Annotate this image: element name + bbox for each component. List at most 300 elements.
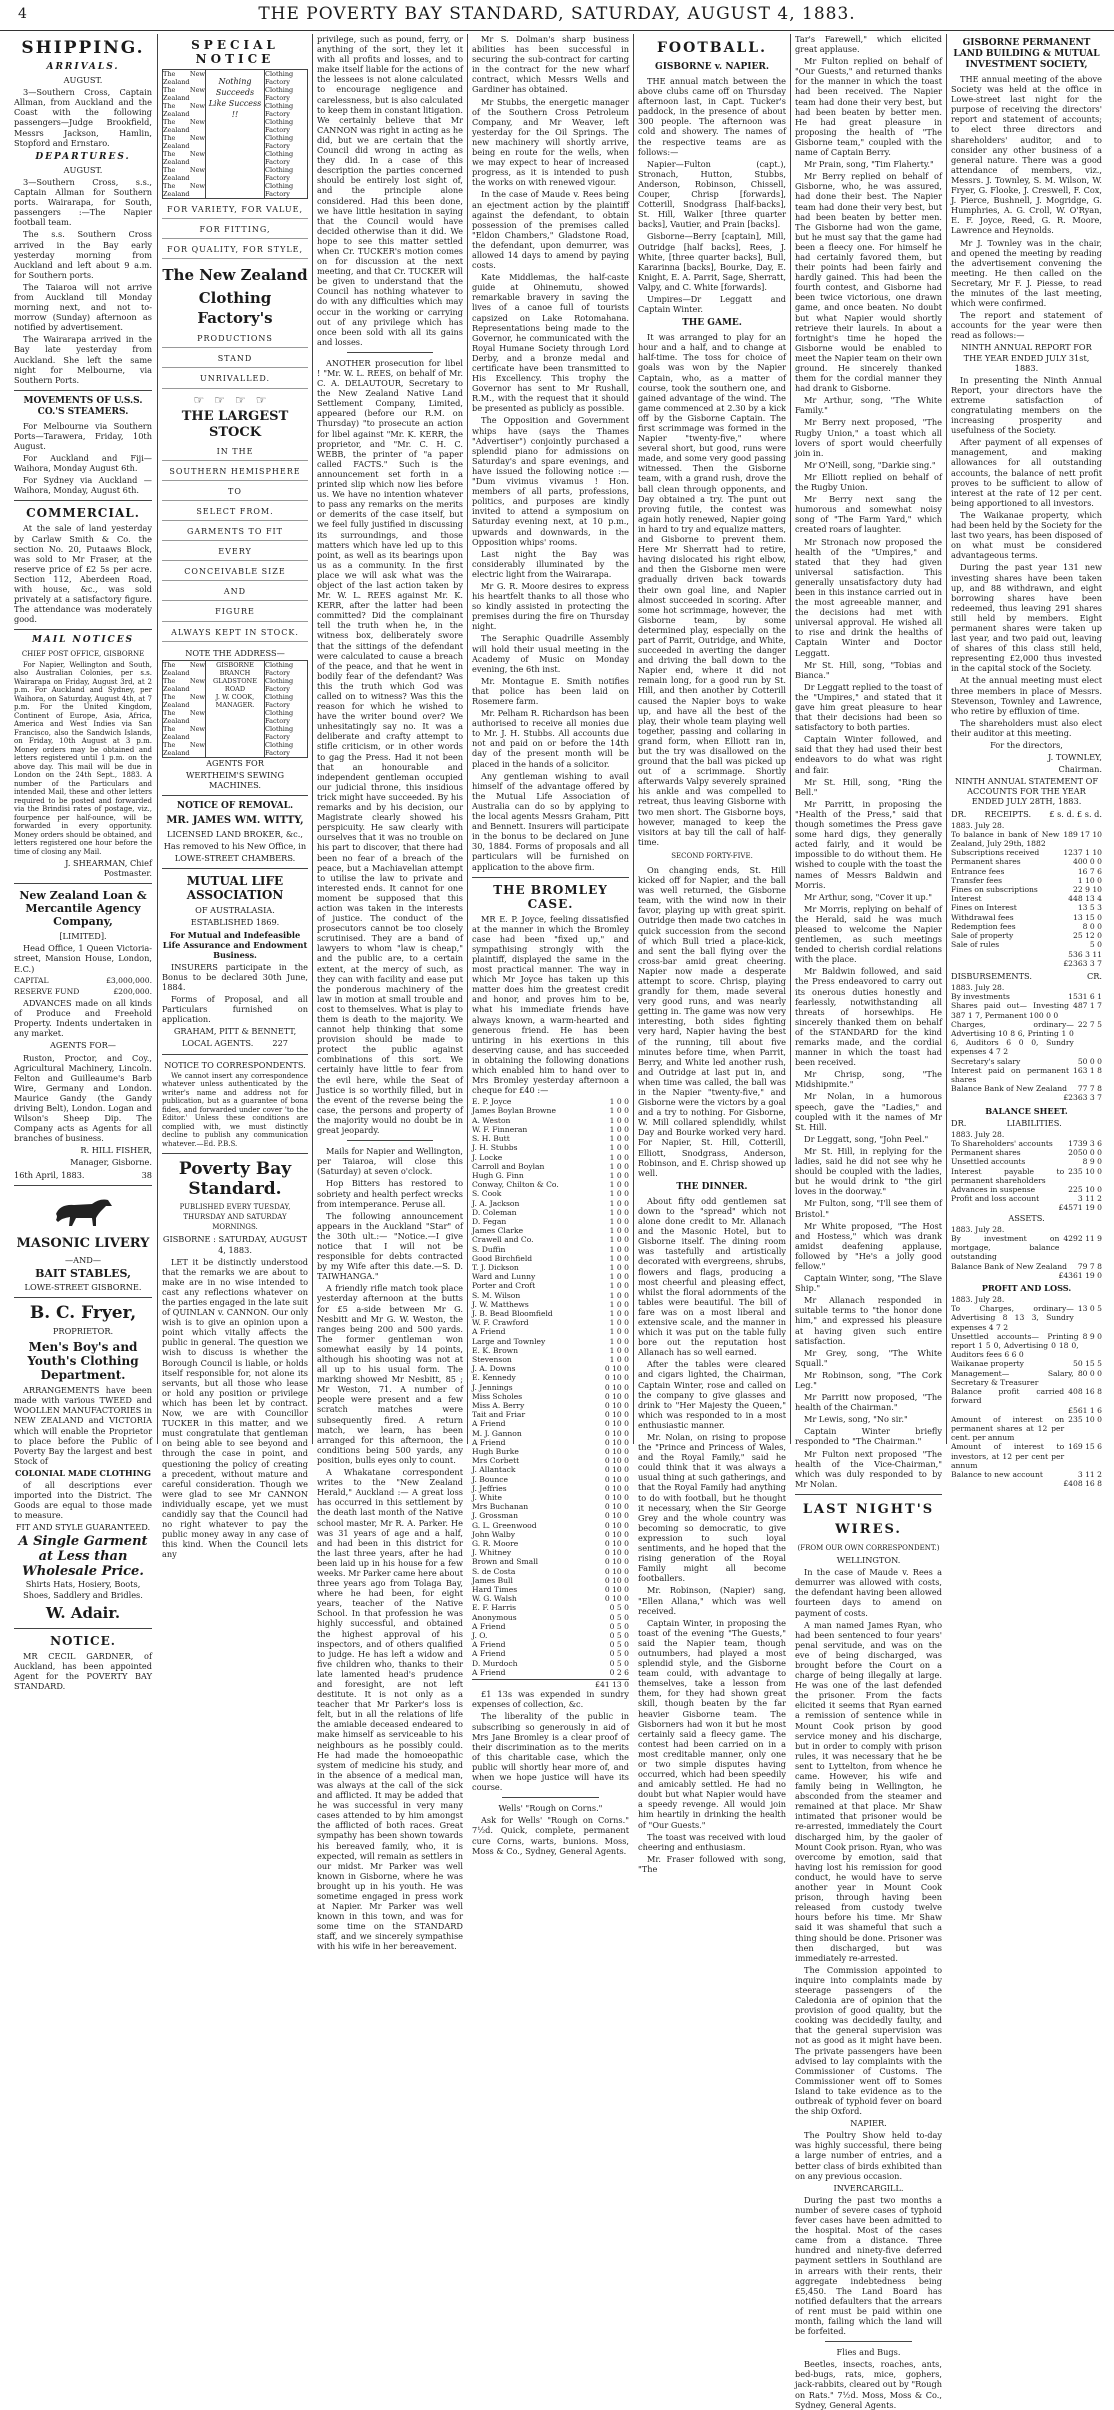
- divider: [14, 883, 152, 884]
- balance-heading: BALANCE SHEET.: [985, 1105, 1068, 1116]
- ad-line: IN THE: [162, 447, 308, 461]
- donation-row-label: Crawell and Co.: [472, 1235, 534, 1245]
- arrivals-text: 3—Southern Cross, Captain Allman, from Auckland and the Coast with the following passengers—Judge Brookfield, Messrs Jackson, Hamlin, Stopford and Ernstaro.: [14, 87, 152, 148]
- factory-row: Clothing Factory: [265, 166, 294, 182]
- correspondents-text: We cannot insert any correspondence whatever unless authenticated by the writer's name and address not for publication, but as a guarantee of bona fides, and forwarded under cover 'to the Editor.' Unless these conditions are complied with, we must distinctly decline to publish any communication whatever.—Ed. P.B.S.: [162, 1071, 308, 1148]
- donation-row-label: J. Bounce: [472, 1474, 508, 1484]
- disb-title: DISBURSEMENTS.: [951, 970, 1032, 981]
- pl-row-label: Unsettled accounts— Printing report 1 5 0, Advertising 0 18 0, Auditors fees 6 6 0: [951, 1331, 1079, 1360]
- donation-row-amount: 1 0 0: [609, 1198, 629, 1208]
- correspondents-heading: NOTICE TO CORRESPONDENTS.: [164, 1059, 306, 1070]
- donation-row-label: J. W. Matthews: [472, 1299, 529, 1309]
- divider: [502, 1797, 599, 1798]
- donation-row: [472, 1254, 629, 1263]
- shirts-line: Shirts Hats, Hosiery, Boots, Shoes, Saddlery and Bridles.: [23, 1579, 143, 1600]
- donation-row-amount: 1 0 0: [609, 1180, 629, 1190]
- dinner-text: Mr Arthur, song, "Cover it up.": [804, 891, 932, 902]
- movement-item: For Sydney via Auckland — Waihora, Monday, August 6th.: [14, 475, 152, 496]
- donation-row: [472, 1539, 629, 1548]
- donation-row-label: James Clarke: [472, 1226, 524, 1236]
- ad-line: AND: [162, 587, 308, 601]
- wires-text: The Commission appointed to inquire into complaints made by steerage passengers of the Caledonia are of opinion that the provision of good quality, but the cooking was decidedly faulty, and that the general supervision was not as good as it might have been. The private passengers have been advised to lay complaints with the Commissioner of Customs. The Commissioner went off to Somes Island to take evidence as to the outbreak of typhoid fever on board the ship Oxford.: [795, 1964, 942, 2117]
- dinner-text: Mr Fulton next proposed "The health of the Vice-Chairman," which was duly responded to by Mr Nolan.: [795, 1448, 942, 1489]
- nz-row: The New Zealand: [163, 70, 205, 86]
- donation-row-amount: 1 0 0: [609, 1235, 629, 1245]
- dinner-text: Mr. Robinson, (Napier) sang, "Ellen Allana," which was well received.: [638, 1585, 786, 1616]
- shipping-heading: SHIPPING.: [21, 38, 145, 58]
- address-row: ROAD: [224, 684, 246, 693]
- donation-row: [472, 1383, 629, 1392]
- dinner-text: Mr. Nolan, on rising to propose the "Prince and Princess of Wales, and the Royal Family," said he could think that it was always a usual thing at such gatherings, and that the Royal Family had anything to do with football, but he thought it necessary, when the Sir George Grey and the whole country was becoming so democratic, to give expression to such loyal sentiments, and he hoped that the rising generation of the Royal Family might all become footballers.: [638, 1432, 786, 1584]
- donation-row-label: M. J. Gannon: [472, 1428, 522, 1438]
- donation-row: [472, 1106, 629, 1115]
- mutual-title: MUTUAL LIFE ASSOCIATION: [186, 874, 284, 903]
- page-columns: [14, 34, 1102, 2410]
- receipts-table: [951, 821, 1102, 968]
- liability-row-amount: 8 9 0: [1082, 1157, 1102, 1167]
- donation-row: [472, 1281, 629, 1290]
- departures-month: AUGUST.: [63, 164, 103, 175]
- donation-row-label: G. R. Moore: [472, 1539, 519, 1549]
- football-heading: FOOTBALL.: [656, 40, 767, 56]
- donation-row-amount: 1 0 0: [609, 1226, 629, 1236]
- disbursement-row: [951, 1020, 1102, 1057]
- divider: [162, 795, 308, 796]
- article-paragraph: privilege, such as pound, ferry, or anything of the sort, they let it with all profits and losses, and to make itself liable for the actions of the lessees is not alone calculated to encourage negligence and carelessness, but is also calculated to keep them in constant litigation. We certainly believe that Mr CANNON was right in acting as he did, but we are certain that the Council did wrong in acting as they did. In a case of this description the parties concerned should be entirely lost sight of, and the principle alone considered. Had this been done, we have little hesitation in saying that the Council would have decided otherwise than it did. We hope to see this matter settled when Cr. TUCKER's motion comes on for discussion at the next meeting, and that Cr. TUCKER will be given to understand that the Council has nothing whatever to do with any difficulties which may occur in the working or carrying out of any privilege which has once been sold with all its gains and losses.: [317, 34, 463, 347]
- match-heading: GISBORNE v. NAPIER.: [655, 62, 769, 72]
- donation-row-amount: 0 10 0: [604, 1364, 629, 1374]
- dinner-text: Captain Winter briefly responded to "The Chairman.": [795, 1426, 942, 1447]
- donation-row: [472, 1327, 629, 1336]
- ad-line: UNRIVALLED.: [162, 374, 308, 388]
- asset-row-label: Balance Bank of New Zealand: [951, 1261, 1067, 1271]
- receipt-row: [951, 959, 1102, 968]
- dinner-text: Mr Parritt, in proposing the "Health of the Press," said that though sometimes the Press gave some hard digs, they generally acted fairly, and it would be impossible to do without them. He wished to couple with the toast the names of Messrs Baldwin and Morris.: [795, 798, 942, 890]
- pl-row-amount: 235 10 0: [1068, 1414, 1102, 1424]
- donation-row-amount: 1 0 0: [609, 1161, 629, 1171]
- dinner-text: Mr Baldwin followed, and said the Press endeavored to carry out its onerous duties honestly and fearlessly, notwithstanding all threats of horsewhips. He sincerely thanked them on behalf of the STANDARD for the kind remarks made, and the cordial manner in which the toast had been received.: [795, 966, 942, 1068]
- donation-row-amount: 0 5 0: [609, 1649, 629, 1659]
- capital-value: £3,000,000.: [106, 975, 152, 985]
- donation-row-amount: 0 10 0: [604, 1391, 629, 1401]
- receipt-row-label: Withdrawal fees: [951, 912, 1014, 922]
- dinner-text: Mr O'Neill, song, "Darkie sing.": [804, 459, 936, 470]
- factory-rows: [265, 70, 307, 198]
- donation-row-label: Large and Townley: [472, 1336, 546, 1346]
- disbursement-row: [951, 1057, 1102, 1066]
- napier-heading: NAPIER.: [850, 2118, 887, 2129]
- pl-row-label: Management— Salary, Secretary & Treasurer: [951, 1368, 1074, 1387]
- donation-row-amount: 0 10 0: [604, 1474, 629, 1484]
- factory-row: Clothing Factory: [265, 134, 294, 150]
- nz-row: The New Zealand: [163, 182, 205, 198]
- wires-subheading: (FROM OUR OWN CORRESPONDENT.): [797, 1543, 940, 1552]
- receipt-row-amount: 5 0: [1089, 940, 1102, 950]
- divider: [347, 1140, 433, 1141]
- dinner-text: Dr Leggatt replied to the toast of the "Umpires," and stated that it gave him great pleasure to hear that their decisions had been so satisfactory to both parties.: [795, 681, 942, 733]
- receipt-row: [951, 950, 1102, 959]
- donation-row: [472, 1116, 629, 1125]
- shipping-note: The Wairarapa arrived in the Bay late yesterday from Auckland. She left the same night for Melbourne, via Southern Ports.: [14, 334, 152, 385]
- report-heading: NINTH ANNUAL REPORT FOR THE YEAR ENDED JULY 31st, 1883.: [961, 342, 1092, 373]
- donation-row: [472, 1162, 629, 1171]
- removal-heading: NOTICE OF REMOVAL.: [176, 800, 294, 811]
- disb-cr: CR.: [1086, 970, 1102, 981]
- disbursement-row: [951, 1066, 1102, 1084]
- donation-row: [472, 1548, 629, 1557]
- profit-loss-table: [951, 1295, 1102, 1488]
- address-box: [162, 660, 308, 758]
- notice-text: MR CECIL GARDNER, of Auckland, has been appointed Agent for the POVERTY BAY STANDARD.: [14, 1650, 152, 1691]
- sign-name: J. TOWNLEY,: [1048, 752, 1102, 763]
- reserve-label: RESERVE FUND: [14, 986, 80, 996]
- receipt-row-label: To balance in bank of New Zealand, July 29th, 1882: [951, 829, 1060, 849]
- donation-row-amount: 1 0 0: [609, 1106, 629, 1116]
- dinner-text: Mr St. Hill, song, "Tobias and Bianca.": [795, 659, 942, 680]
- factory-row: Clothing Factory: [265, 740, 294, 757]
- arrivals-month: AUGUST.: [63, 75, 103, 86]
- donation-row-label: J. H. Stubbs: [472, 1143, 518, 1153]
- donation-row: [472, 1465, 629, 1474]
- donation-row-label: J. Whitney: [472, 1548, 512, 1558]
- divider: [14, 629, 152, 630]
- receipts-columns: £ s. d. £ s. d.: [1049, 808, 1102, 819]
- receipt-row: [951, 867, 1102, 876]
- liability-row-label: 1883. July 28.: [951, 1129, 1005, 1139]
- donation-row-label: J. White: [472, 1493, 502, 1503]
- fit-style: FIT AND STYLE GUARANTEED.: [15, 1522, 151, 1533]
- factory-row: Clothing Factory: [265, 118, 294, 134]
- donation-row: [472, 1668, 629, 1677]
- disbursement-row-label: Balance Bank of New Zealand: [951, 1084, 1067, 1094]
- ad-line: FOR VARIETY, FOR VALUE,: [162, 205, 308, 219]
- factory-row: Clothing Factory: [265, 692, 294, 709]
- asset-row: [951, 1262, 1102, 1271]
- pl-row-amount: £561 1 6: [1068, 1405, 1102, 1415]
- pl-row-amount: 50 15 5: [1073, 1359, 1102, 1369]
- dinner-text: Mr Nolan, in a humorous speech, gave the "Ladies," and coupled with it the names of Mr St. Hill.: [795, 1091, 942, 1132]
- donation-row-label: E. F. Harris: [472, 1603, 517, 1613]
- donation-row-label: Mrs Buchanan: [472, 1502, 529, 1512]
- donation-row-label: Anonymous: [472, 1612, 517, 1622]
- article-paragraph: In the case of Maude v. Rees being an ejectment action by the plaintiff against the defendant, to obtain possession of the premises called "Eldon Chambers," Gladstone Road, the defendant, upon demurrer, was allowed 14 days to amend by paying costs.: [472, 189, 629, 271]
- column-rule: [312, 34, 313, 1444]
- nothing-succeeds: Nothing Succeeds Like Success !!: [205, 70, 265, 198]
- pl-row-amount: 8 9 0: [1082, 1331, 1102, 1341]
- pl-row-amount: 3 11 2: [1077, 1469, 1102, 1479]
- receipts-header: [951, 809, 1102, 819]
- departures-heading: DEPARTURES.: [35, 151, 131, 162]
- donation-row-label: J. B. Bead Bloomfield: [472, 1308, 553, 1318]
- disbursement-row-label: By investments: [951, 992, 1010, 1002]
- society-chair: Mr J. Townley was in the chair, and opened the meeting by reading the advertisement convening the meeting. He then called on the Secretary, Mr F. J. Piesse, to read the minutes of the last meeting, which were confirmed.: [951, 237, 1102, 309]
- donation-row: [472, 1272, 629, 1281]
- receipt-row-amount: 1 10 0: [1077, 875, 1102, 885]
- single-garment: A Single Garment at Less than Wholesale Price.: [18, 1534, 148, 1580]
- agents-heading: AGENTS FOR—: [49, 1040, 116, 1051]
- liability-row-label: Profit and loss account: [951, 1194, 1040, 1204]
- donation-row: [472, 1659, 629, 1668]
- donation-row: [472, 1456, 629, 1465]
- dinner-text: Captain Winter, in proposing the toast of the evening "The Guests," said the Napier team, though outnumbers, had played a most splendid style, and the Gisborne team could, with advantage to themselves, take a lesson from them, for they had shown great skill, though beaten by the far heavier Gisborne team. The Gisborners had won it but he most certainly said a fleecy game. The contest had been carried on in a most creditable manner, only one or two simple disputes having occurred, which had been speedily and amicably settled. He had no doubt but what Napier would have a speedy revenge. All would join him heartily in drinking the health of "Our Guests.": [638, 1617, 786, 1830]
- dinner-text: After the tables were cleared and cigars lighted, the Chairman, Captain Winter, rose and called on the company to give glasses and drink to "Her Majesty the Queen," which was responded to in a most enthusiastic manner.: [638, 1359, 786, 1430]
- donation-row-label: James Bull: [472, 1575, 513, 1585]
- donation-row-amount: 1 0 0: [609, 1345, 629, 1355]
- second-half-text: On changing ends, St. Hill kicked off for Napier, and the ball was well returned, the Gisborne team, with the wind now in their favor, playing up with great spirit. Outridge then made two catches in quick succession from the second of which Bull tried a place-kick, and sent the ball flying over the cross-bar amid great cheering. Napier now made a desperate attempt to score. Chrisp, playing grandly for them, made several very good runs, and was nearly getting in. The game was now very interesting, both sides fighting very hard, Napier having the best of the running, till about five minutes before time, when Parrit, Berry, and White led another rush, and Outridge at last put in, and when time was called, the ball was in the Napier "twenty-five," and Gisborne were the victors by a goal and a try to nothing. For Gisborne, W. Mill collared splendidly, whilst Day and Bourke worked very hard. For Napier, St. Hill, Cotterill, Elliott, Snodgrass, Anderson, Robinson, and E. Chrisp showed up well.: [638, 864, 786, 1178]
- receipt-row-label: Sale of rules: [951, 940, 1000, 950]
- loan-manager: R. HILL FISHER,: [80, 1145, 152, 1156]
- ad-line: ALWAYS KEPT IN STOCK.: [162, 628, 308, 642]
- donation-row-label: J. Allantack: [472, 1465, 516, 1475]
- donation-row: [472, 1530, 629, 1539]
- donation-row: [472, 1355, 629, 1364]
- donation-row-amount: 0 5 0: [609, 1612, 629, 1622]
- receipt-row: [951, 922, 1102, 931]
- game-text: It was arranged to play for an hour and a half, and to change at half-time. The toss for choice of goals was won by the Napier Captain, who, as a matter of course, took the southern one, and gained advantage of the wind. The game commenced at 2.30 by a kick off by the Gisborne Captain. The first scrimmage was formed in the Napier "twenty-five," where several short, but good, runs were made, and some very good passing witnessed. Then the Gisborne team, with a grand rush, drove the ball clean through opponents, and Day obtained a try. The punt out proving futile, the contest was again hotly renewed, Napier going in hard to try and equalize matters, and Gisborne to prevent them. Here Mr Sherratt had to retire, having dislocated his right elbow, and then the Gisborne men were gradually driven back towards their own goal line, and Napier almost succeeded in scoring. After some hot scrimmage, however, the Gisborne team, by some determined play, especially on the part of Parrit, Outridge, and White, succeeded in averting the danger and driving the ball down to the Napier end, where it did not remain long, for a good run by St. Hill, and then another by Cotterill caused the Napier boys to wake up, and have all the best of the play, their whole team playing well together, passing and collaring in grand form, when Elliott ran in, but the try was disallowed on the ground that the ball was picked up out of a scrimmage. Shortly afterwards Valpy severely sprained his ankle and was compelled to retreat, thus leaving Gisborne with two men short. The Gisborne boys, however, managed to keep the visitors at bay till the call of half-time.: [638, 332, 786, 847]
- colonial-text: of all descriptions ever imported into the District. The Goods are equal to those made to measure.: [14, 1479, 152, 1521]
- donation-row-amount: 0 10 0: [604, 1465, 629, 1475]
- donation-row-amount: 0 10 0: [604, 1557, 629, 1567]
- donation-row-amount: 0 5 0: [609, 1658, 629, 1668]
- shipping-note: The Taiaroa will not arrive from Auckland till Monday morning next, and not to-morrow (Sunday) afternoon as notified by advertisement.: [14, 281, 152, 333]
- loan-date-row: [14, 1170, 152, 1180]
- special-notice-heading: SPECIAL NOTICE: [191, 38, 279, 66]
- mail-heading: MAIL NOTICES: [31, 635, 135, 646]
- receipt-row-amount: 536 3 11: [1068, 949, 1102, 959]
- disb-header: [951, 971, 1102, 981]
- donation-row-label: S. Cook: [472, 1189, 502, 1199]
- report-lead: The report and statement of accounts for the year were then read as follows:—: [951, 310, 1102, 341]
- liability-row-label: Advances in suspense: [951, 1185, 1036, 1195]
- donation-row: [472, 1245, 629, 1254]
- donation-row-amount: 1 0 0: [609, 1143, 629, 1153]
- dinner-text: Mr Fulton replied on behalf of "Our Guests," and returned thanks for the manner in which the toast had been received. The Napier team had done their very best, but had been beaten by better men. He had great pleasure in proposing the health of "The Gisborne team," coupled with the name of Captain Berry.: [795, 56, 942, 158]
- donation-row: [472, 1143, 629, 1152]
- receipt-row-amount: 189 17 10: [1063, 829, 1102, 839]
- donation-row-label: J. Locke: [472, 1152, 503, 1162]
- report-text: The Waikanae property, which had been held by the Society for the last two years, has been disposed of on what must be considered advantageous terms.: [951, 509, 1102, 561]
- donation-row-label: W. F. Crawford: [472, 1318, 529, 1328]
- pl-row: [951, 1369, 1102, 1387]
- donation-row-amount: 1 0 0: [609, 1327, 629, 1337]
- capital-label: CAPITAL: [14, 975, 49, 985]
- disbursement-row-amount: 1531 6 1: [1068, 992, 1102, 1002]
- donation-row-label: S. H. Butt: [472, 1134, 510, 1144]
- pl-row-amount: 408 16 8: [1068, 1387, 1102, 1397]
- disbursement-row: [951, 992, 1102, 1001]
- asset-row-amount: £4361 19 0: [1058, 1270, 1102, 1280]
- donation-row-amount: 0 10 0: [604, 1400, 629, 1410]
- receipt-row: [951, 821, 1102, 830]
- donation-row: [472, 1640, 629, 1649]
- donation-row: [472, 1153, 629, 1162]
- donation-row-label: J. Grossman: [472, 1511, 518, 1521]
- receipt-row-label: Subscriptions received: [951, 848, 1040, 858]
- column-rule: [790, 34, 791, 1444]
- donation-row: [472, 1493, 629, 1502]
- donation-row-amount: 1 0 0: [609, 1124, 629, 1134]
- receipt-row-amount: 25 12 0: [1073, 931, 1102, 941]
- dinner-text: Mr Prain, song, "Tim Flaherty.": [804, 159, 934, 170]
- disbursement-row: [951, 1093, 1102, 1102]
- donation-row-amount: 1 0 0: [609, 1262, 629, 1272]
- largest-stock: THE LARGEST STOCK: [181, 408, 289, 440]
- receipt-row-label: Fines on subscriptions: [951, 885, 1038, 895]
- factory-row: Clothing Factory: [265, 708, 294, 725]
- donation-row-amount: 1 0 0: [609, 1244, 629, 1254]
- donation-row: [472, 1337, 629, 1346]
- donation-row-amount: 0 10 0: [604, 1548, 629, 1558]
- donation-row-label: W. F. Finneran: [472, 1124, 528, 1134]
- report-text: After payment of all expenses of management, and making allowances for all outstanding accounts, the balance of nett profit proves to be sufficient to allow of interest at the rate of 12 per cent. being apportioned to all investors.: [951, 437, 1102, 508]
- donation-row-label: A. Weston: [472, 1115, 511, 1125]
- report-text: In presenting the Ninth Annual Report, your directors have the extreme satisfaction of congratulating members on the increasing prosperity and usefulness of the Society.: [951, 374, 1102, 436]
- donation-row: [472, 1217, 629, 1226]
- notice-heading: NOTICE.: [50, 1633, 116, 1648]
- agents-for: AGENTS FOR: [206, 757, 264, 768]
- donation-row-label: A Friend: [472, 1327, 506, 1337]
- livery-title: MASONIC LIVERY: [16, 1235, 150, 1251]
- ad-line: TO: [162, 487, 308, 501]
- column-rule: [157, 34, 158, 1444]
- published-line: PUBLISHED EVERY TUESDAY, THURSDAY AND SATURDAY MORNINGS.: [179, 1203, 291, 1232]
- donation-row-label: D. Murdoch: [472, 1658, 518, 1668]
- donation-row: [472, 1567, 629, 1576]
- dinner-text: Mr Robinson, song, "The Cork Leg.": [795, 1369, 942, 1390]
- receipt-row: [951, 876, 1102, 885]
- donation-row-amount: 0 10 0: [604, 1594, 629, 1604]
- report-text: At the annual meeting must elect three members in place of Messrs. Stevenson, Townley and Lawrence, who retire by effluxion of time.: [951, 675, 1102, 716]
- loan-office: Head Office, 1 Queen Victoria-street, Mansion House, London, E.C.): [14, 943, 152, 974]
- movements-heading: MOVEMENTS OF U.S.S. CO.'S STEAMERS.: [23, 395, 143, 417]
- liability-row-amount: £4571 19 0: [1058, 1203, 1102, 1213]
- factory-row: Clothing Factory: [265, 86, 294, 102]
- donation-row: [472, 1318, 629, 1327]
- asset-row: [951, 1234, 1102, 1262]
- donation-row-label: E. P. Joyce: [472, 1097, 512, 1107]
- hand-icons: ☞☞☞☞: [193, 392, 277, 407]
- asset-row: [951, 1225, 1102, 1234]
- divider: [825, 2341, 912, 2342]
- dinner-text: Mr Berry next proposed, "The Rugby Union," a toast which all lovers of sport would cheerfully join in.: [795, 417, 942, 458]
- divider: [472, 877, 629, 878]
- dateline: GISBORNE : SATURDAY, AUGUST 4, 1883.: [162, 1234, 308, 1255]
- liability-row: [951, 1185, 1102, 1194]
- dinner-text: Tar's Farewell," which elicited great applause.: [795, 34, 942, 55]
- nz-row: The New Zealand: [163, 166, 205, 182]
- column-rule: [633, 34, 634, 1444]
- movement-item: For Auckland and Fiji—Waihora, Monday August 6th.: [14, 453, 152, 474]
- society-intro: THE annual meeting of the above Society was held at the office in Lowe-street last night for the purpose of receiving the directors' report and statement of accounts; to elect three directors and shareholders' auditor, and to consider any other business of a general nature. There was a good attendance of members, viz., Messrs. J. Townley, S. M. Wilson, W. Fryer, G. Flooke, J. Creswell, F. Cox, J. Pierce, Bushnell, J. Mogridge, G. Humphries, A. G. Croll, W. O'Ryan, E. F. Joyce, Reed, G. R. Moore, Lawrence and Heynolds.: [951, 74, 1102, 236]
- nz-row: The New Zealand: [163, 102, 205, 118]
- pl-row-label: Waikanae property: [951, 1359, 1024, 1369]
- divider: [162, 868, 308, 869]
- loan-manager-role: Manager, Gisborne.: [70, 1157, 152, 1168]
- column-4: [472, 34, 629, 1856]
- reserve-value: £200,000.: [113, 986, 152, 996]
- address-row: MANAGER.: [215, 700, 255, 709]
- wires-text: A man named James Ryan, who had been sentenced to four years' penal servitude, and was on the eve of being discharged, was brought before the Court on a charge of being illegally at large. He was one of the last defended the prisoner. From the facts elicited it seems that Ryan earned a remission of sentence while in Mount Cook prison by good service money and his discharge, but in order to comply with prison rules, it was necessary that he be sent to Lyttelton, from whence he came. However, his wife and family being in Wellington, he absconded from the steamer and remained at that place. Mr Shaw intimated that prisoner would be re-arrested, immediately the Court discharged him, by the gaoler of Mount Cook prison. Ryan, who was overcome by emotion, said that having lost his remission for good conduct, he would have to serve another year in Mount Cook prison, through having been released from custody twelve hours before his time. Mr Shaw said it was shameful that such a thing should be done. Prisoner was then discharged, but was immediately re-arrested.: [795, 1619, 942, 1963]
- forms-text: Forms of Proposal, and all Particulars furnished on application.: [162, 994, 308, 1025]
- donation-row-label: James Boylan Browne: [472, 1106, 556, 1116]
- liability-row-label: Unsettled accounts: [951, 1157, 1026, 1167]
- donation-row: [472, 1419, 629, 1428]
- liab-dr: DR.: [951, 1117, 967, 1128]
- for-directors: For the directors,: [990, 740, 1063, 750]
- fryer-name: B. C. Fryer,: [29, 1303, 137, 1324]
- donation-row-amount: 0 5 0: [609, 1640, 629, 1650]
- commercial-text: At the sale of land yesterday by Carlaw Smith & Co. the section No. 20, Putaaws Block, was sold to Mr Fraser, at the reserve price of £2 5s per acre. Section 112, Aberdeen Road, with house, &c., was sold privately at a satisfactory figure. The attendance was moderately good.: [14, 523, 152, 625]
- receipts-dr: DR.: [951, 808, 967, 819]
- wellington-heading: WELLINGTON.: [836, 1555, 901, 1566]
- donation-row-amount: 0 10 0: [604, 1539, 629, 1549]
- donation-row-amount: 1 0 0: [609, 1308, 629, 1318]
- receipt-row-amount: 16 7 6: [1077, 866, 1102, 876]
- lowe-chambers: LOWE-STREET CHAMBERS.: [174, 853, 296, 864]
- disbursement-row-amount: 22 7 5: [1077, 1019, 1102, 1029]
- divider: [14, 390, 152, 391]
- shipping-note: The s.s. Southern Cross arrived in the Bay early yesterday morning from Auckland and left about 9 a.m. for Southern ports.: [14, 229, 152, 280]
- mail-signature: J. SHEARMAN, Chief Postmaster.: [65, 858, 152, 879]
- donation-row-label: Hugh G. Finn: [472, 1170, 524, 1180]
- pl-row: [951, 1470, 1102, 1479]
- column-rule: [467, 34, 468, 1444]
- receipt-row: [951, 885, 1102, 894]
- receipt-row: [951, 894, 1102, 903]
- ad-line: FOR QUALITY, FOR STYLE,: [162, 245, 308, 259]
- assets-table: [951, 1225, 1102, 1280]
- donation-row-amount: 0 10 0: [604, 1520, 629, 1530]
- donation-row-label: Ward and Lunny: [472, 1272, 536, 1282]
- donation-row: [472, 1484, 629, 1493]
- column-5: [638, 34, 786, 1874]
- factory-row: Clothing Factory: [265, 102, 294, 118]
- wells-heading: Wells' "Rough on Corns.": [498, 1803, 603, 1814]
- receipt-row: [951, 830, 1102, 848]
- receipt-row-label: Interest: [951, 894, 982, 904]
- donation-row-amount: 0 5 0: [609, 1603, 629, 1613]
- donation-row: [472, 1511, 629, 1520]
- donation-row: [472, 1576, 629, 1585]
- loan-company-title: New Zealand Loan & Mercantile Agency Company,: [19, 889, 147, 929]
- disbursement-row-amount: £2363 3 7: [1063, 1093, 1102, 1103]
- donation-row-label: J. O.: [472, 1631, 488, 1641]
- donation-row: [472, 1622, 629, 1631]
- pl-row-amount: 13 0 5: [1077, 1304, 1102, 1314]
- nz-row: The New Zealand: [163, 86, 205, 102]
- receipt-row-label: Entrance fees: [951, 866, 1005, 876]
- liability-row-label: Interest payable to permanent shareholders: [951, 1166, 1065, 1185]
- dinner-text: Mr Arthur, song, "The White Family.": [795, 395, 942, 416]
- article-paragraph: Mr S. Dolman's sharp business abilities has been successful in securing the sub-contract for carting in the contract for the new wharf contract, which Messrs Wells and Gardiner has obtained.: [472, 34, 629, 95]
- nz-row: The New Zealand: [163, 740, 205, 757]
- donation-row: [472, 1189, 629, 1198]
- receipt-row: [951, 913, 1102, 922]
- pl-row: [951, 1387, 1102, 1405]
- donation-row-amount: 0 5 0: [609, 1621, 629, 1631]
- article-paragraph: Hop Bitters has restored to sobriety and health perfect wrecks from intemperance. Peruse all.: [317, 1178, 463, 1209]
- donation-row-label: Mrs Corbett: [472, 1456, 520, 1466]
- disbursement-row: [951, 1084, 1102, 1093]
- disbursement-row-label: Secretary's salary: [951, 1056, 1021, 1066]
- donation-row-label: J. Jeffries: [472, 1483, 507, 1493]
- donation-row: [472, 1447, 629, 1456]
- donation-row-amount: 0 2 6: [609, 1667, 629, 1677]
- dinner-text: Dr Leggatt, song, "John Peel.": [804, 1133, 929, 1144]
- donation-row-label: J. A. Downs: [472, 1364, 516, 1374]
- donation-row-amount: 1 0 0: [609, 1170, 629, 1180]
- pl-row: [951, 1332, 1102, 1360]
